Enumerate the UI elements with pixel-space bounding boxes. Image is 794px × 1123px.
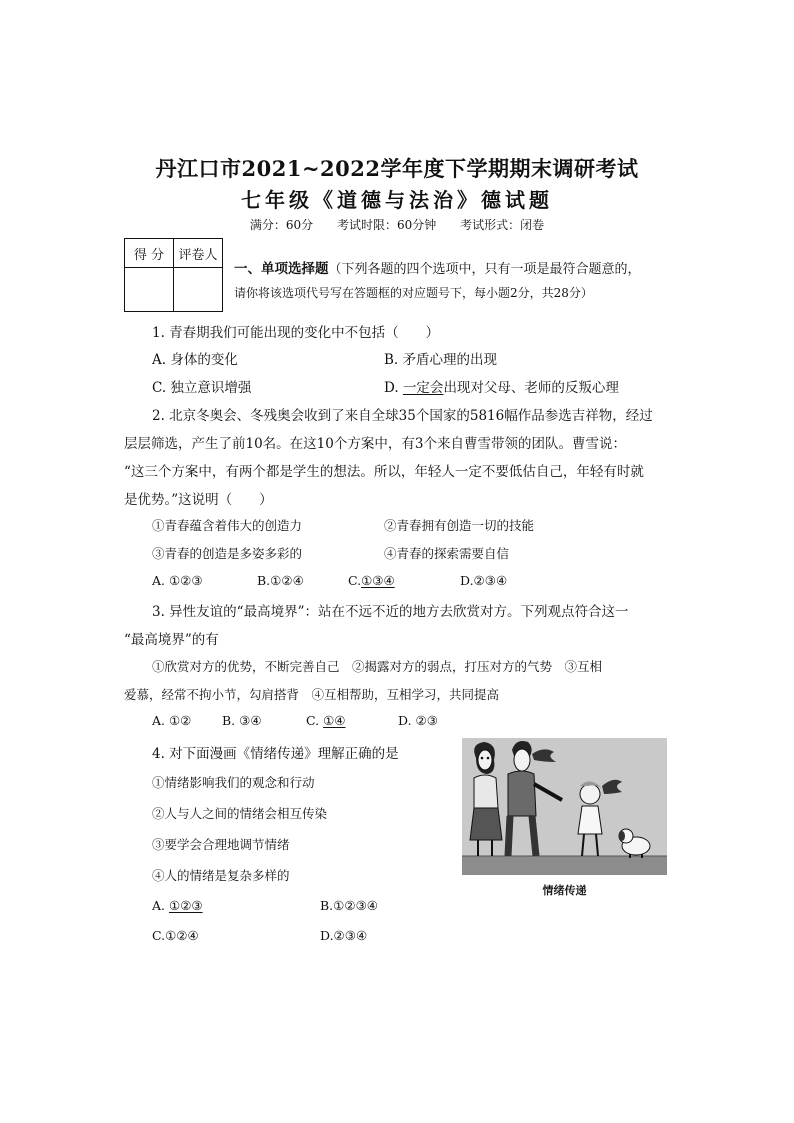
duration: 考试时限：60分钟 [336, 218, 437, 232]
section-heading [234, 257, 641, 277]
exam-format: 考试形式：闭卷 [460, 218, 545, 232]
exam-subtitle: 七年级《道德与法治》德试题 [241, 188, 553, 212]
section-title: 一、单项选择题 [234, 261, 329, 277]
q1-underlined: 一定会 [402, 380, 444, 396]
grader-cell[interactable] [174, 268, 223, 312]
q3-line-3: ①欣赏对方的优势，不断完善自己 ②揭露对方的弱点，打压对方的气势 ③互相 [152, 659, 603, 674]
score-cell[interactable] [125, 268, 174, 312]
q4-option-b: B.①②③④ [320, 898, 378, 913]
q4-option-a: A. ①②③ [152, 898, 203, 913]
q3-underlined: ①④ [323, 713, 346, 728]
section-instructions-2: 请你将该选项代号写在答题框的对应题号下，每小题2分，共28分） [234, 286, 593, 300]
exam-title: 丹江口市2021~2022学年度下学期期末调研考试 [155, 156, 639, 181]
q4-statement-1: ①情绪影响我们的观念和行动 [152, 775, 315, 790]
q2-option-b: B.①②④ [257, 573, 304, 588]
emotion-cartoon-illustration [462, 738, 667, 875]
q1-option-d: D. 一定会出现对父母、老师的反叛心理 [384, 380, 619, 396]
q1-stem: 1. 青春期我们可能出现的变化中不包括（ ） [152, 325, 440, 341]
q3-option-d: D. ②③ [398, 713, 438, 728]
q2-statement-2: ②青春拥有创造一切的技能 [384, 518, 535, 533]
q3-option-b: B. ③④ [222, 713, 262, 728]
q4-option-c: C.①②④ [152, 928, 199, 943]
q2-line-3: “这三个方案中，有两个都是学生的想法。所以，年轻人一定不要低估自己，年轻有时就 [124, 464, 644, 480]
q2-statement-1: ①青春蕴含着伟大的创造力 [152, 518, 303, 533]
q4-option-d: D.②③④ [320, 928, 368, 943]
q2-statement-4: ④青春的探索需要自信 [384, 546, 510, 561]
q3-line-4: 爱慕，经常不拘小节，勾肩搭背 ④互相帮助，互相学习，共同提高 [124, 687, 500, 702]
q2-statement-3: ③青春的创造是多姿多彩的 [152, 546, 303, 561]
grader-label: 评卷人 [174, 239, 223, 268]
section-instructions-1: （下列各题的四个选项中，只有一项是最符合题意的， [328, 262, 641, 277]
q2-line-4: 是优势。”这说明（ ） [124, 492, 273, 508]
q2-option-c: C.①③④ [348, 573, 395, 588]
exam-meta [0, 216, 794, 233]
q4-statement-4: ④人的情绪是复杂多样的 [152, 868, 290, 883]
q2-line-1: 2. 北京冬奥会、冬残奥会收到了来自全球35个国家的5816幅作品参选吉祥物，经过 [152, 408, 653, 424]
q2-line-2: 层层筛选，产生了前10名。在这10个方案中，有3个来自曹雪带领的团队。曹雪说： [124, 436, 626, 452]
full-score: 满分：60分 [249, 218, 314, 232]
q1-option-a: A. 身体的变化 [152, 352, 238, 368]
q3-option-c: C. ①④ [306, 713, 346, 728]
q1-option-c: C. 独立意识增强 [152, 380, 252, 396]
q2-underlined: ①③④ [361, 573, 395, 588]
q2-option-a: A. ①②③ [152, 573, 203, 588]
q2-option-d: D.②③④ [460, 573, 508, 588]
q4-underlined: ①②③ [168, 898, 203, 913]
q4-stem: 4. 对下面漫画《情绪传递》理解正确的是 [152, 746, 399, 762]
q3-line-1: 3. 异性友谊的“最高境界”：站在不远不近的地方去欣赏对方。下列观点符合这一 [152, 604, 629, 620]
q3-line-2: “最高境界”的有 [124, 632, 219, 648]
q1-option-b: B. 矛盾心理的出现 [384, 352, 498, 368]
score-box [124, 238, 223, 312]
q4-statement-2: ②人与人之间的情绪会相互传染 [152, 806, 328, 821]
q4-statement-3: ③要学会合理地调节情绪 [152, 837, 290, 852]
q3-option-a: A. ①② [152, 713, 192, 728]
score-label: 得 分 [125, 239, 174, 268]
image-caption: 情绪传递 [542, 884, 587, 897]
